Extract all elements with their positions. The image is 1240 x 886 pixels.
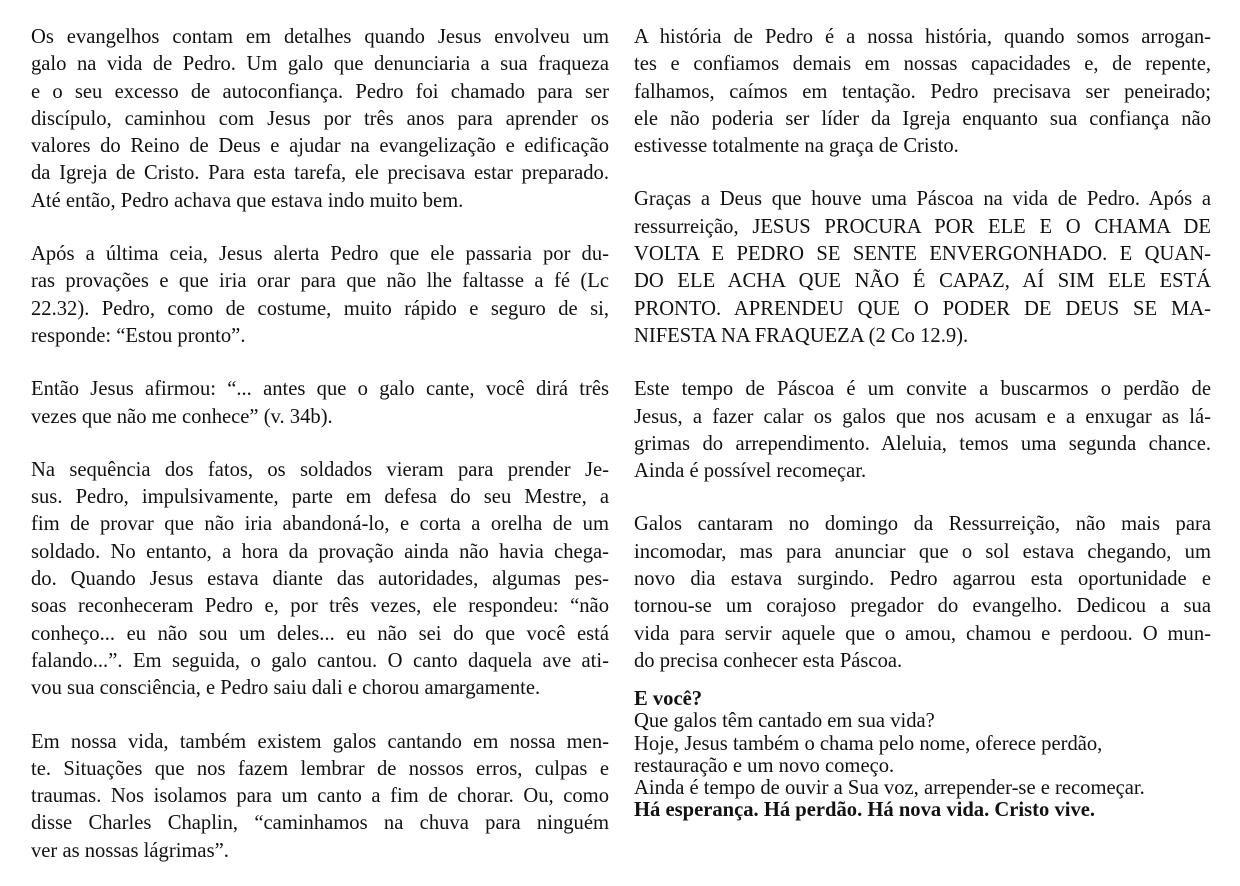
text-line: do precisa conhecer esta Páscoa. (634, 649, 903, 672)
text-line: Galos cantaram no domingo da Ressurreição, não mais para (634, 513, 1211, 536)
text-line: galo na vida de Pedro. Um galo que denunciaria a sua fraqueza (31, 53, 609, 76)
closing-line: Hoje, Jesus também o chama pelo nome, oferece perdão, (634, 732, 1103, 755)
paragraph (634, 376, 1211, 485)
text-line: estivesse totalmente na graça de Cristo. (634, 135, 959, 158)
closing-line: restauração e um novo começo. (634, 754, 895, 777)
text-line: Jesus, a fazer calar os galos que nos acusam e a enxugar as lá- (634, 405, 1211, 428)
text-line: Até então, Pedro achava que estava indo muito bem. (31, 189, 464, 212)
text-line: da Igreja de Cristo. Para esta tarefa, ele precisava estar preparado. (31, 162, 609, 185)
text-line: traumas. Nos isolamos para um canto a fim de chorar. Ou, como (31, 785, 609, 808)
text-line: tes e confiamos demais em nossas capacidades e, de repente, (634, 53, 1211, 76)
text-line: ele não poderia ser líder da Igreja enquanto sua confiança não (634, 107, 1211, 130)
paragraph-gap (634, 160, 1211, 186)
right-column (634, 24, 1211, 821)
text-line: vida para servir aquele que o amou, chamou e perdoou. O mun- (634, 622, 1211, 645)
left-column (31, 24, 609, 865)
paragraph (31, 376, 609, 431)
paragraph-gap (634, 350, 1211, 376)
text-line: ver as nossas lágrimas”. (31, 839, 229, 862)
text-line: Ainda é possível recomeçar. (634, 460, 867, 483)
paragraph-gap (31, 350, 609, 376)
text-line: fim de provar que não iria abandoná-lo, e corta a orelha de um (31, 513, 609, 536)
spacer (634, 675, 1211, 688)
text-line: A história de Pedro é a nossa história, quando somos arrogan- (634, 26, 1211, 48)
paragraph (31, 457, 609, 703)
text-line: Os evangelhos contam em detalhes quando Jesus envolveu um (31, 26, 609, 48)
text-line: vezes que não me conhece” (v. 34b). (31, 405, 333, 428)
text-line: e o seu excesso de autoconfiança. Pedro foi chamado para ser (31, 80, 609, 103)
text-line: soas reconheceram Pedro e, por três vezes, ele respondeu: “não (31, 595, 609, 618)
closing-section (634, 688, 1211, 821)
paragraph (31, 729, 609, 865)
text-line: Este tempo de Páscoa é um convite a buscarmos o perdão de (634, 378, 1211, 401)
text-line: ras provações e que iria orar para que não lhe faltasse a fé (Lc (31, 270, 609, 293)
text-line: falando...”. Em seguida, o galo cantou. O canto daquela ave ati- (31, 649, 609, 672)
text-line: do. Quando Jesus estava diante das autoridades, algumas pes- (31, 568, 609, 591)
paragraph (634, 24, 1211, 160)
text-line: Graças a Deus que houve uma Páscoa na vida de Pedro. Após a (634, 188, 1211, 211)
text-line: Então Jesus afirmou: “... antes que o galo cante, você dirá três (31, 378, 609, 401)
text-line: sus. Pedro, impulsivamente, parte em defesa do seu Mestre, a (31, 486, 609, 509)
text-line: falhamos, caímos em tentação. Pedro precisava ser peneirado; (634, 80, 1211, 103)
text-line: disse Charles Chaplin, “caminhamos na chuva para ninguém (31, 812, 609, 835)
closing-heading: E você? (634, 688, 703, 711)
closing-line: Ainda é tempo de ouvir a Sua voz, arrepender-se e recomeçar. (634, 776, 1145, 799)
final-statement: Há esperança. Há perdão. Há nova vida. Cristo vive. (634, 799, 1096, 822)
paragraph-gap (31, 703, 609, 729)
text-line: grimas do arrependimento. Aleluia, temos uma segunda chance. (634, 432, 1211, 455)
paragraph (31, 241, 609, 350)
text-line: 22.32). Pedro, como de costume, muito rápido e seguro de si, (31, 297, 609, 320)
text-line: Em nossa vida, também existem galos cantando em nossa men- (31, 730, 609, 753)
right-paragraphs (634, 24, 1211, 675)
closing-line: Que galos têm cantado em sua vida? (634, 710, 935, 733)
paragraph (31, 24, 609, 215)
paragraph (634, 511, 1211, 675)
text-line: incomodar, mas para anunciar que o sol estava chegando, um (634, 540, 1211, 563)
text-line: vou sua consciência, e Pedro saiu dali e chorou amargamente. (31, 677, 541, 700)
text-line: Na sequência dos fatos, os soldados vieram para prender Je- (31, 458, 609, 481)
paragraph-gap (31, 215, 609, 241)
text-line: PRONTO. APRENDEU QUE O PODER DE DEUS SE MA- (634, 297, 1211, 320)
text-line: responde: “Estou pronto”. (31, 324, 246, 347)
text-line: novo dia estava surgindo. Pedro agarrou esta oportunidade e (634, 568, 1211, 591)
text-line: discípulo, caminhou com Jesus por três anos para aprender os (31, 107, 609, 130)
text-line: tornou-se um corajoso pregador do evangelho. Dedicou a sua (634, 595, 1211, 618)
text-line: ressurreição, JESUS PROCURA POR ELE E O CHAMA DE (634, 215, 1211, 238)
text-line: soldado. No entanto, a hora da provação ainda não havia chega- (31, 540, 609, 563)
text-line: VOLTA E PEDRO SE SENTE ENVERGONHADO. E QUAN- (634, 243, 1211, 266)
text-line: valores do Reino de Deus e ajudar na evangelização e edificação (31, 135, 609, 158)
text-line: Após a última ceia, Jesus alerta Pedro que ele passaria por du- (31, 243, 609, 266)
text-line: DO ELE ACHA QUE NÃO É CAPAZ, AÍ SIM ELE ESTÁ (634, 270, 1211, 293)
paragraph (634, 186, 1211, 350)
text-line: conheço... eu não sou um deles... eu não sei do que você está (31, 622, 609, 645)
text-line: te. Situações que nos fazem lembrar de nossos erros, culpas e (31, 757, 609, 780)
paragraph-gap (31, 431, 609, 457)
text-line: NIFESTA NA FRAQUEZA (2 Co 12.9). (634, 324, 969, 347)
paragraph-gap (634, 485, 1211, 511)
